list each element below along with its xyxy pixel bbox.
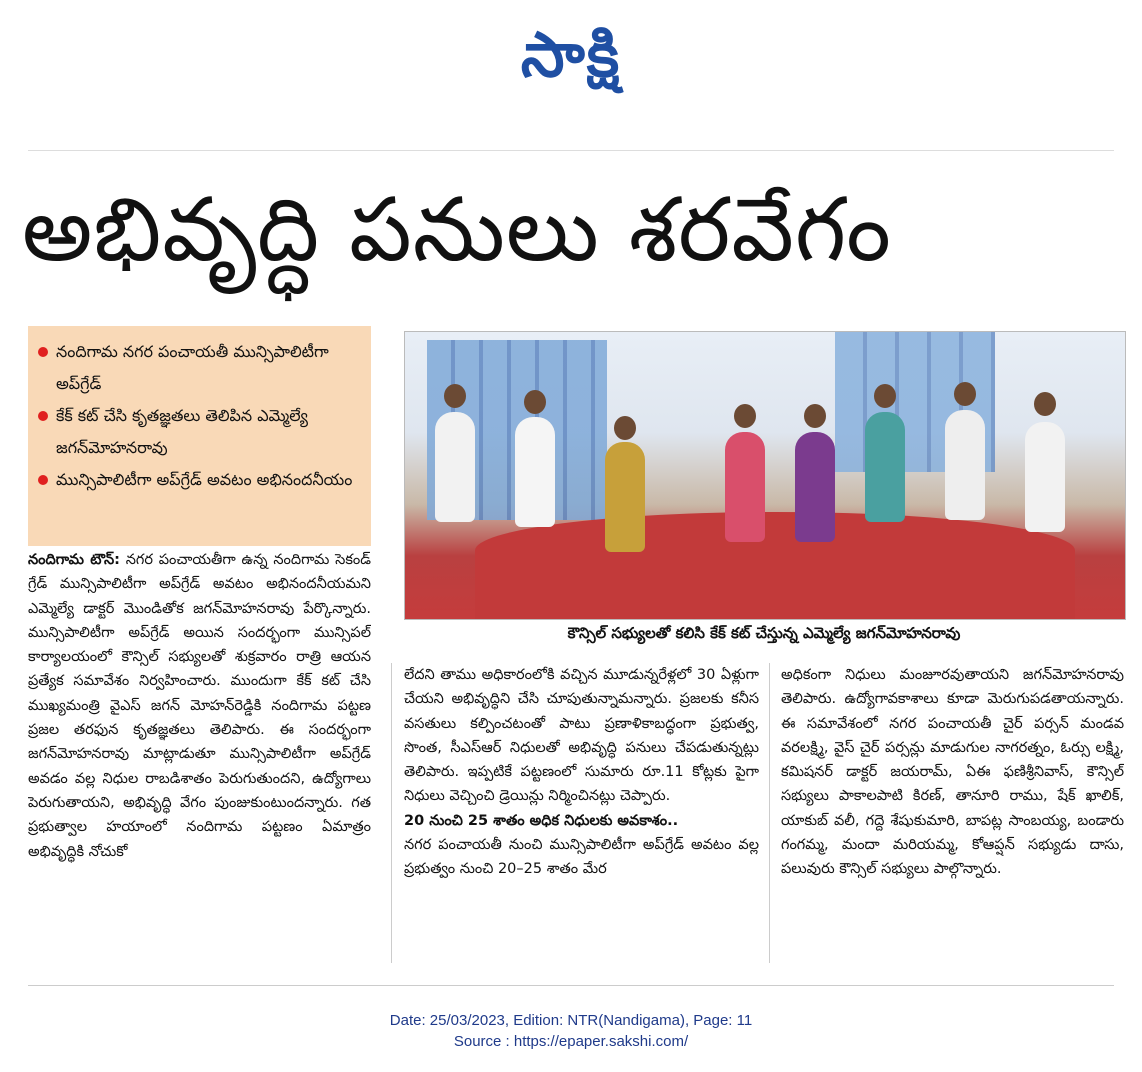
article-column-3 (781, 663, 1124, 964)
highlight-text: నందిగామ నగర పంచాయతీ మున్సిపాలిటీగా అప్‌గ్రేడ్ (56, 342, 329, 393)
red-bullet-icon (38, 347, 48, 357)
article-text: లేదని తాము అధికారంలోకి వచ్చిన మూడున్నరేళ్లలో 30 ఏళ్లుగా చేయని అభివృద్ధిని చేసి చూపుతున్నామన్నారు. ప్రజలకు కనీస వసతులు కల్పించటంతో పాటు ప్రణాళికాబద్ధంగా ప్రభుత్వ, సొంత, సీఎస్ఆర్ నిధులతో అభివృద్ధి పనులు చేపడుతున్నట్లు తెలిపారు. ఇప్పటికే పట్టణంలో సుమారు రూ.11 కోట్లకు పైగా నిధులు వెచ్చించి డ్రెయిన్లు నిర్మించినట్లు చెప్పారు. (404, 667, 759, 805)
photo-head (1034, 392, 1056, 416)
highlight-item (36, 464, 363, 496)
top-divider (28, 150, 1114, 151)
photo-table (475, 512, 1075, 620)
news-photo (404, 331, 1126, 620)
footer-date-line: Date: 25/03/2023, Edition: NTR(Nandigama), Page: 11 (389, 1012, 753, 1029)
dateline: నందిగామ టౌన్: (28, 552, 120, 568)
highlight-item (36, 400, 363, 464)
column-divider (391, 663, 392, 963)
photo-caption: కౌన్సిల్ సభ్యులతో కలిసి కేక్ కట్ చేస్తున్న ఎమ్మెల్యే జగన్‌మోహనరావు (567, 624, 961, 642)
red-bullet-icon (38, 475, 48, 485)
highlights-box (28, 326, 371, 546)
headline: అభివృద్ధి పనులు శరవేగం (22, 178, 892, 281)
sakshi-logo: సాక్షి (520, 18, 622, 91)
article-text: నగర పంచాయతీగా ఉన్న నందిగామ సెకండ్ గ్రేడ్ మున్సిపాలిటీగా అప్‌గ్రేడ్ అవటం అభినందనీయమని ఎమ్మెల్యే డాక్టర్ మొండితోక జగన్‌మోహనరావు పేర్కొన్నారు. మున్సిపాలిటీగా అప్‌గ్రేడ్ అయిన సందర్భంగా మున్సిపల్ కార్యాలయంలో కౌన్సిల్ సభ్యులతో శుక్రవారం రాత్రి ఆయన ప్రత్యేక సమావేశం నిర్వహించారు. ముందుగా కేక్ కట్ చేసి ముఖ్యమంత్రి వైఎస్ జగన్ మోహన్‌రెడ్డికి నందిగామ పట్టణ ప్రజల తరఫున కృతజ్ఞతలు తెలిపారు. ఈ సందర్భంగా జగన్‌మోహనరావు మాట్లాడుతూ మున్సిపాలిటీగా అప్‌గ్రేడ్ అవడం వల్ల నిధుల రాబడిశాతం పెరుగుతుందని, ఉద్యోగాలు పెరుగుతాయని, అభివృద్ధి వేగం పుంజుకుంటుందన్నారు. గత ప్రభుత్వాల హయాంలో నందిగామ పట్టణం ఏమాత్రం అభివృద్ధికి నోచుకో (28, 552, 371, 860)
column-divider (769, 663, 770, 963)
article-text: అధికంగా నిధులు మంజూరవుతాయని జగన్‌మోహనరావు తెలిపారు. ఉద్యోగావకాశాలు కూడా మెరుగుపడతాయన్నారు. ఈ సమావేశంలో నగర పంచాయతీ చైర్ పర్సన్ మండవ వరలక్ష్మి, వైస్ చైర్ పర్సన్లు మాడుగుల నాగరత్నం, ఓర్సు లక్ష్మి, కమిషనర్ డాక్టర్ జయరామ్, ఏఈ ఫణిశ్రీనివాస్, కౌన్సిల్ సభ్యులు పాకాలపాటి కిరణ్, తానూరి రాము, షేక్ ఖాలిక్, యాకుబ్ వలీ, గద్దె శేషుకుమారి, బాపట్ల సాంబయ్య, బండారు గంగమ్మ, మందా మరియమ్మ, కోఆప్షన్ సభ్యుడు దాసు, పలువురు కౌన్సిల్ సభ్యులు పాల్గొన్నారు. (781, 667, 1124, 878)
article-column-2 (404, 663, 759, 964)
photo-person (515, 417, 555, 527)
highlight-item (36, 336, 363, 400)
photo-person (1025, 422, 1065, 532)
photo-head (524, 390, 546, 414)
photo-head (734, 404, 756, 428)
article-column-1 (28, 548, 371, 964)
photo-head (874, 384, 896, 408)
photo-head (804, 404, 826, 428)
footer (0, 1010, 1142, 1052)
photo-person (435, 412, 475, 522)
photo-person (865, 412, 905, 522)
masthead (0, 10, 1142, 100)
highlight-text: కేక్ కట్ చేసి కృతజ్ఞతలు తెలిపిన ఎమ్మెల్యే జగన్‌మోహనరావు (56, 406, 308, 457)
photo-person (605, 442, 645, 552)
photo-person (725, 432, 765, 542)
highlight-text: మున్సిపాలిటీగా అప్‌గ్రేడ్ అవటం అభినందనీయం (56, 470, 353, 489)
photo-person (945, 410, 985, 520)
photo-head (954, 382, 976, 406)
photo-person (795, 432, 835, 542)
article-subhead: 20 నుంచి 25 శాతం అధిక నిధులకు అవకాశం.. (404, 812, 679, 829)
article-text: నగర పంచాయతీ నుంచి మున్సిపాలిటీగా అప్‌గ్రేడ్ అవటం వల్ల ప్రభుత్వం నుంచి 20–25 శాతం మేర (404, 837, 759, 878)
footer-source-line[interactable]: Source : https://epaper.sakshi.com/ (453, 1033, 689, 1050)
bottom-divider (28, 985, 1114, 986)
photo-head (444, 384, 466, 408)
red-bullet-icon (38, 411, 48, 421)
photo-head (614, 416, 636, 440)
